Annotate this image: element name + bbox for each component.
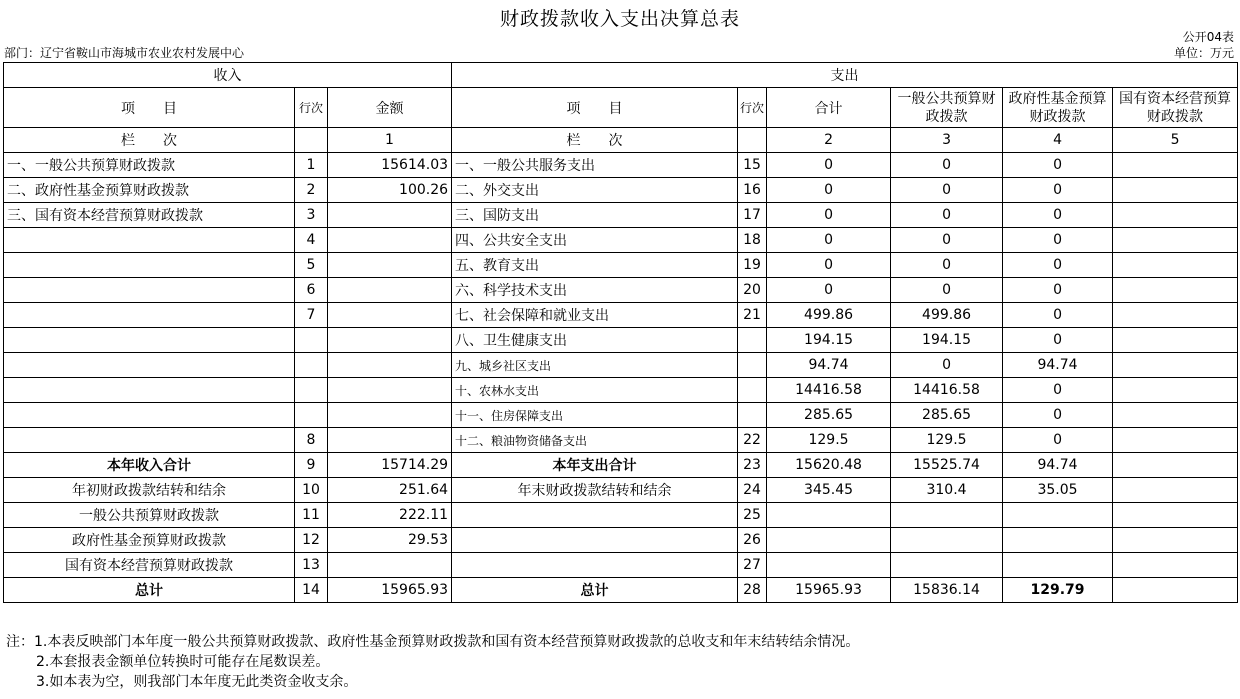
blank-cell[interactable] xyxy=(891,553,1003,578)
sub-fund-no[interactable]: 12 xyxy=(295,528,328,553)
expense-grand-state[interactable] xyxy=(1113,578,1238,603)
expense-item-cell[interactable]: 十一、住房保障支出 xyxy=(452,403,738,428)
income-item-cell[interactable] xyxy=(4,253,295,278)
expense-fund-cell[interactable]: 0 xyxy=(1003,178,1113,203)
expense-fund-cell[interactable]: 0 xyxy=(1003,428,1113,453)
expense-fund-cell[interactable]: 0 xyxy=(1003,253,1113,278)
sub-fund-row xyxy=(4,528,1238,553)
expense-general-cell[interactable]: 129.5 xyxy=(891,428,1003,453)
expense-fund-cell[interactable]: 0 xyxy=(1003,278,1113,303)
table-row xyxy=(4,428,1238,453)
income-amount-cell[interactable] xyxy=(328,353,452,378)
general-budget-header[interactable]: 一般公共预算财政拨款 xyxy=(891,88,1003,128)
income-item-header[interactable]: 项 目 xyxy=(4,88,295,128)
income-row-no-header[interactable]: 行次 xyxy=(295,88,328,128)
expense-general-cell[interactable]: 0 xyxy=(891,353,1003,378)
sub-fund-label[interactable]: 政府性基金预算财政拨款 xyxy=(4,528,295,553)
expense-total-header[interactable]: 合计 xyxy=(767,88,891,128)
expense-general-cell[interactable]: 285.65 xyxy=(891,403,1003,428)
expense-row-no-blank[interactable] xyxy=(738,128,767,153)
expense-grand-no[interactable]: 28 xyxy=(738,578,767,603)
expense-item-cell[interactable]: 六、科学技术支出 xyxy=(452,278,738,303)
blank-cell[interactable] xyxy=(1003,528,1113,553)
expense-total-cell[interactable]: 0 xyxy=(767,203,891,228)
income-row-no-cell[interactable]: 5 xyxy=(295,253,328,278)
income-amount-cell[interactable] xyxy=(328,203,452,228)
expense-fund-cell[interactable]: 0 xyxy=(1003,403,1113,428)
expense-total-cell[interactable]: 0 xyxy=(767,153,891,178)
expense-general-cell[interactable]: 0 xyxy=(891,153,1003,178)
expense-item-cell[interactable]: 十、农林水支出 xyxy=(452,378,738,403)
expense-total-cell[interactable]: 194.15 xyxy=(767,328,891,353)
unit-label: 单位：万元 xyxy=(1173,46,1234,60)
expense-state-cell[interactable] xyxy=(1113,428,1238,453)
income-row-no-cell[interactable]: 7 xyxy=(295,303,328,328)
col-1[interactable]: 1 xyxy=(328,128,452,153)
expense-fund-cell[interactable]: 0 xyxy=(1003,228,1113,253)
income-item-cell[interactable]: 二、政府性基金预算财政拨款 xyxy=(4,178,295,203)
grand-total-no[interactable]: 14 xyxy=(295,578,328,603)
blank-cell[interactable] xyxy=(891,528,1003,553)
income-row-no-cell[interactable]: 3 xyxy=(295,203,328,228)
income-carry-amount[interactable]: 251.64 xyxy=(328,478,452,503)
expense-carry-no[interactable]: 24 xyxy=(738,478,767,503)
income-total-amount[interactable]: 15714.29 xyxy=(328,453,452,478)
expense-state-cell[interactable] xyxy=(1113,178,1238,203)
expense-item-cell[interactable]: 五、教育支出 xyxy=(452,253,738,278)
expense-grand-amount[interactable]: 15965.93 xyxy=(767,578,891,603)
note-2: 2.本套报表金额单位转换时可能存在尾数误差。 xyxy=(36,654,330,670)
income-row-no-cell[interactable] xyxy=(295,403,328,428)
expense-header[interactable]: 支出 xyxy=(452,63,1238,88)
income-total-no[interactable]: 9 xyxy=(295,453,328,478)
expense-state-cell[interactable] xyxy=(1113,278,1238,303)
income-amount-cell[interactable] xyxy=(328,378,452,403)
sub-general-no[interactable]: 11 xyxy=(295,503,328,528)
table-row xyxy=(4,178,1238,203)
income-item-cell[interactable] xyxy=(4,353,295,378)
sub-state-amount[interactable] xyxy=(328,553,452,578)
expense-state-cell[interactable] xyxy=(1113,153,1238,178)
income-amount-cell[interactable] xyxy=(328,403,452,428)
income-row-no-cell[interactable]: 2 xyxy=(295,178,328,203)
expense-col-label[interactable]: 栏 次 xyxy=(452,128,738,153)
expense-carry-state[interactable] xyxy=(1113,478,1238,503)
blank-cell[interactable] xyxy=(452,528,738,553)
expense-state-cell[interactable] xyxy=(1113,303,1238,328)
table-row xyxy=(4,378,1238,403)
carryover-row xyxy=(4,478,1238,503)
expense-fund-cell[interactable]: 0 xyxy=(1003,303,1113,328)
sub-state-no[interactable]: 13 xyxy=(295,553,328,578)
sub-state-ex-no[interactable]: 27 xyxy=(738,553,767,578)
col-4[interactable]: 4 xyxy=(1003,128,1113,153)
blank-cell[interactable] xyxy=(767,528,891,553)
expense-row-no-cell[interactable]: 21 xyxy=(738,303,767,328)
expense-total-general[interactable]: 15525.74 xyxy=(891,453,1003,478)
expense-total-state[interactable] xyxy=(1113,453,1238,478)
expense-total-cell[interactable]: 0 xyxy=(767,228,891,253)
income-amount-cell[interactable] xyxy=(328,278,452,303)
blank-cell[interactable] xyxy=(1113,553,1238,578)
expense-state-cell[interactable] xyxy=(1113,228,1238,253)
column-number-row xyxy=(4,128,1238,153)
table-row xyxy=(4,203,1238,228)
income-total-row xyxy=(4,453,1238,478)
income-row-no-cell[interactable] xyxy=(295,328,328,353)
income-item-cell[interactable] xyxy=(4,403,295,428)
expense-row-no-header[interactable]: 行次 xyxy=(738,88,767,128)
table-row xyxy=(4,353,1238,378)
blank-cell[interactable] xyxy=(452,553,738,578)
budget-table xyxy=(3,62,1238,603)
expense-grand-label[interactable]: 总计 xyxy=(452,578,738,603)
expense-row-no-cell[interactable]: 22 xyxy=(738,428,767,453)
income-header[interactable]: 收入 xyxy=(4,63,452,88)
blank-cell[interactable] xyxy=(1003,553,1113,578)
sub-fund-ex-no[interactable]: 26 xyxy=(738,528,767,553)
col-5[interactable]: 5 xyxy=(1113,128,1238,153)
expense-item-cell[interactable]: 二、外交支出 xyxy=(452,178,738,203)
expense-state-cell[interactable] xyxy=(1113,253,1238,278)
expense-item-cell[interactable]: 四、公共安全支出 xyxy=(452,228,738,253)
column-header-row xyxy=(4,88,1238,128)
income-item-cell[interactable] xyxy=(4,428,295,453)
expense-row-no-cell[interactable]: 19 xyxy=(738,253,767,278)
income-row-no-cell[interactable]: 4 xyxy=(295,228,328,253)
note-3: 3.如本表为空，则我部门本年度无此类资金收支余。 xyxy=(36,674,358,690)
expense-grand-fund[interactable]: 129.79 xyxy=(1003,578,1113,603)
expense-total-cell[interactable]: 285.65 xyxy=(767,403,891,428)
expense-state-cell[interactable] xyxy=(1113,353,1238,378)
expense-item-cell[interactable]: 八、卫生健康支出 xyxy=(452,328,738,353)
expense-total-cell[interactable]: 14416.58 xyxy=(767,378,891,403)
expense-total-amount[interactable]: 15620.48 xyxy=(767,453,891,478)
expense-state-cell[interactable] xyxy=(1113,328,1238,353)
income-carry-label[interactable]: 年初财政拨款结转和结余 xyxy=(4,478,295,503)
blank-cell[interactable] xyxy=(1003,503,1113,528)
income-row-no-cell[interactable] xyxy=(295,353,328,378)
table-row xyxy=(4,228,1238,253)
blank-cell[interactable] xyxy=(767,553,891,578)
expense-general-cell[interactable]: 499.86 xyxy=(891,303,1003,328)
table-row xyxy=(4,278,1238,303)
expense-general-cell[interactable]: 0 xyxy=(891,203,1003,228)
expense-general-cell[interactable]: 0 xyxy=(891,228,1003,253)
expense-row-no-cell[interactable]: 15 xyxy=(738,153,767,178)
grand-total-row xyxy=(4,578,1238,603)
expense-item-cell[interactable]: 三、国防支出 xyxy=(452,203,738,228)
expense-row-no-cell[interactable] xyxy=(738,403,767,428)
expense-carry-amount[interactable]: 345.45 xyxy=(767,478,891,503)
income-row-no-cell[interactable]: 1 xyxy=(295,153,328,178)
sub-state-label[interactable]: 国有资本经营预算财政拨款 xyxy=(4,553,295,578)
expense-item-header[interactable]: 项 目 xyxy=(452,88,738,128)
expense-row-no-cell[interactable] xyxy=(738,328,767,353)
expense-item-cell[interactable]: 九、城乡社区支出 xyxy=(452,353,738,378)
expense-item-cell[interactable]: 十二、粮油物资储备支出 xyxy=(452,428,738,453)
income-row-no-cell[interactable] xyxy=(295,378,328,403)
expense-total-cell[interactable]: 129.5 xyxy=(767,428,891,453)
fund-budget-header[interactable]: 政府性基金预算财政拨款 xyxy=(1003,88,1113,128)
blank-cell[interactable] xyxy=(1113,503,1238,528)
form-code: 公开04表 xyxy=(1182,30,1234,44)
grand-total-label[interactable]: 总计 xyxy=(4,578,295,603)
expense-state-cell[interactable] xyxy=(1113,403,1238,428)
expense-total-cell[interactable]: 0 xyxy=(767,253,891,278)
income-item-cell[interactable] xyxy=(4,378,295,403)
table-row xyxy=(4,253,1238,278)
expense-general-cell[interactable]: 0 xyxy=(891,253,1003,278)
income-item-cell[interactable] xyxy=(4,228,295,253)
income-item-cell[interactable]: 三、国有资本经营预算财政拨款 xyxy=(4,203,295,228)
expense-total-cell[interactable]: 499.86 xyxy=(767,303,891,328)
sub-state-row xyxy=(4,553,1238,578)
income-amount-cell[interactable] xyxy=(328,328,452,353)
expense-row-no-cell[interactable]: 17 xyxy=(738,203,767,228)
expense-grand-general[interactable]: 15836.14 xyxy=(891,578,1003,603)
table-row xyxy=(4,153,1238,178)
expense-row-no-cell[interactable] xyxy=(738,378,767,403)
income-row-no-cell[interactable]: 8 xyxy=(295,428,328,453)
blank-cell[interactable] xyxy=(452,503,738,528)
table-row xyxy=(4,328,1238,353)
income-amount-cell[interactable]: 15614.03 xyxy=(328,153,452,178)
income-amount-cell[interactable] xyxy=(328,428,452,453)
expense-total-no[interactable]: 23 xyxy=(738,453,767,478)
income-row-no-cell[interactable]: 6 xyxy=(295,278,328,303)
income-col-label[interactable]: 栏 次 xyxy=(4,128,295,153)
page-title: 财政拨款收入支出决算总表 xyxy=(499,8,740,30)
blank-cell[interactable] xyxy=(767,503,891,528)
expense-row-no-cell[interactable]: 16 xyxy=(738,178,767,203)
state-capital-header[interactable]: 国有资本经营预算财政拨款 xyxy=(1113,88,1238,128)
expense-total-label[interactable]: 本年支出合计 xyxy=(452,453,738,478)
expense-fund-cell[interactable]: 0 xyxy=(1003,153,1113,178)
income-amount-cell[interactable] xyxy=(328,253,452,278)
expense-row-no-cell[interactable]: 20 xyxy=(738,278,767,303)
income-item-cell[interactable]: 一、一般公共预算财政拨款 xyxy=(4,153,295,178)
expense-general-cell[interactable]: 0 xyxy=(891,278,1003,303)
expense-carry-general[interactable]: 310.4 xyxy=(891,478,1003,503)
expense-item-cell[interactable]: 一、一般公共服务支出 xyxy=(452,153,738,178)
expense-state-cell[interactable] xyxy=(1113,203,1238,228)
department-label: 部门：辽宁省鞍山市海城市农业农村发展中心 xyxy=(4,46,245,60)
expense-row-no-cell[interactable]: 18 xyxy=(738,228,767,253)
sub-fund-amount[interactable]: 29.53 xyxy=(328,528,452,553)
sub-general-amount[interactable]: 222.11 xyxy=(328,503,452,528)
income-amount-cell[interactable] xyxy=(328,303,452,328)
income-carry-no[interactable]: 10 xyxy=(295,478,328,503)
expense-fund-cell[interactable]: 0 xyxy=(1003,378,1113,403)
income-item-cell[interactable] xyxy=(4,328,295,353)
income-amount-cell[interactable] xyxy=(328,228,452,253)
expense-fund-cell[interactable]: 0 xyxy=(1003,328,1113,353)
expense-fund-cell[interactable]: 0 xyxy=(1003,203,1113,228)
expense-total-fund[interactable]: 94.74 xyxy=(1003,453,1113,478)
expense-carry-fund[interactable]: 35.05 xyxy=(1003,478,1113,503)
expense-state-cell[interactable] xyxy=(1113,378,1238,403)
section-header-row xyxy=(4,63,1238,88)
income-item-cell[interactable] xyxy=(4,278,295,303)
grand-total-amount[interactable]: 15965.93 xyxy=(328,578,452,603)
expense-general-cell[interactable]: 14416.58 xyxy=(891,378,1003,403)
table-row xyxy=(4,303,1238,328)
sub-general-label[interactable]: 一般公共预算财政拨款 xyxy=(4,503,295,528)
income-amount-header[interactable]: 金额 xyxy=(328,88,452,128)
sub-general-ex-no[interactable]: 25 xyxy=(738,503,767,528)
income-row-no-blank[interactable] xyxy=(295,128,328,153)
expense-total-cell[interactable]: 94.74 xyxy=(767,353,891,378)
blank-cell[interactable] xyxy=(891,503,1003,528)
income-total-label[interactable]: 本年收入合计 xyxy=(4,453,295,478)
income-item-cell[interactable] xyxy=(4,303,295,328)
blank-cell[interactable] xyxy=(1113,528,1238,553)
expense-fund-cell[interactable]: 94.74 xyxy=(1003,353,1113,378)
expense-general-cell[interactable]: 0 xyxy=(891,178,1003,203)
col-3[interactable]: 3 xyxy=(891,128,1003,153)
note-1: 注：1.本表反映部门本年度一般公共预算财政拨款、政府性基金预算财政拨款和国有资本经营预算财政拨款的总收支和年末结转结余情况。 xyxy=(6,634,860,650)
expense-total-cell[interactable]: 0 xyxy=(767,278,891,303)
notes xyxy=(6,632,859,692)
expense-general-cell[interactable]: 194.15 xyxy=(891,328,1003,353)
income-amount-cell[interactable]: 100.26 xyxy=(328,178,452,203)
table-row xyxy=(4,403,1238,428)
expense-total-cell[interactable]: 0 xyxy=(767,178,891,203)
expense-carry-label[interactable]: 年末财政拨款结转和结余 xyxy=(452,478,738,503)
sub-general-row xyxy=(4,503,1238,528)
expense-row-no-cell[interactable] xyxy=(738,353,767,378)
col-2[interactable]: 2 xyxy=(767,128,891,153)
expense-item-cell[interactable]: 七、社会保障和就业支出 xyxy=(452,303,738,328)
